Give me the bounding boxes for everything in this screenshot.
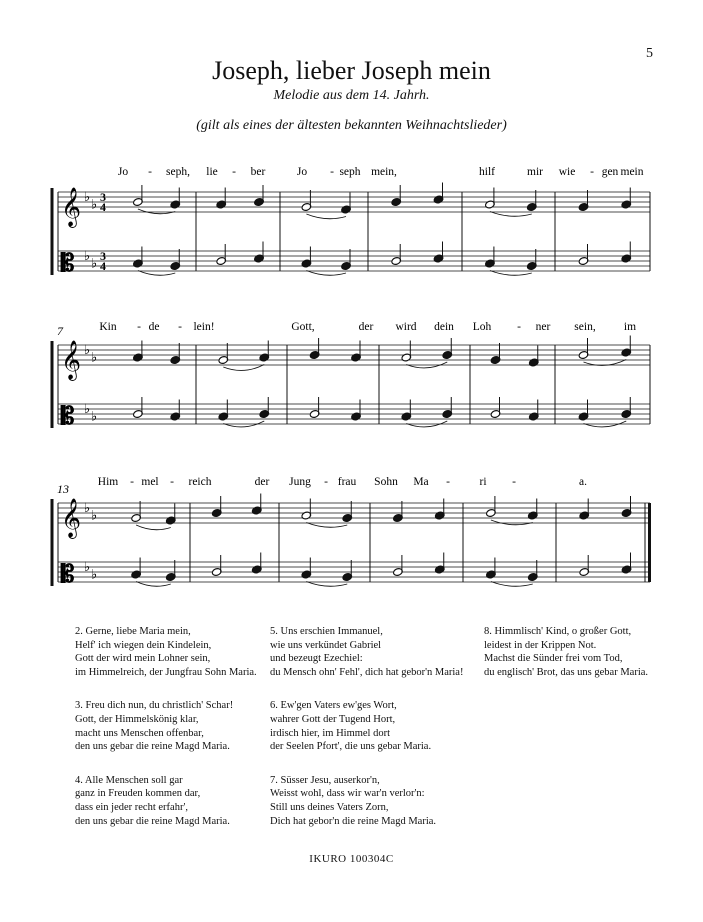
slur bbox=[136, 525, 171, 530]
flat-sign-icon: ♭ bbox=[84, 189, 91, 204]
footer-catalog-number: IKURO 100304C bbox=[309, 853, 394, 865]
alto-clef-icon: 𝄡 bbox=[61, 251, 75, 277]
lyric-syllable: wird bbox=[395, 321, 417, 333]
lyric-syllable: mir bbox=[527, 166, 543, 178]
treble-clef-icon: 𝄞 bbox=[61, 500, 82, 537]
verse-line: 7. Süsser Jesu, auserkor'n, bbox=[270, 774, 380, 786]
lyric-syllable: im bbox=[623, 321, 637, 333]
lyric-syllable: - bbox=[170, 476, 174, 488]
verse-4 bbox=[75, 774, 257, 828]
lyric-syllable: frau bbox=[337, 476, 357, 488]
lyric-syllable: Sohn bbox=[374, 476, 398, 488]
verse-7 bbox=[270, 774, 463, 828]
flat-sign-icon: ♭ bbox=[91, 349, 98, 365]
slur bbox=[491, 520, 533, 525]
lyric-syllable: lein! bbox=[193, 321, 215, 333]
lyric-syllable: mel bbox=[141, 476, 159, 488]
lyrics-layer bbox=[98, 166, 644, 488]
song-title: Joseph, lieber Joseph mein bbox=[212, 56, 491, 85]
staff-system bbox=[52, 482, 651, 588]
verse-line: Weisst wohl, dass wir war'n verlor'n: bbox=[270, 788, 425, 800]
lyric-syllable: Jo bbox=[296, 166, 308, 178]
verse-line: Helf' ich wiegen dein Kindelein, bbox=[75, 639, 212, 651]
lyric-syllable: dein bbox=[434, 321, 454, 333]
song-note: (gilt als eines der ältesten bekannten Weihnachtslieder) bbox=[196, 118, 507, 133]
slur bbox=[138, 209, 175, 214]
lyric-syllable: de bbox=[148, 321, 160, 333]
time-signature-numerator: 3 bbox=[100, 249, 106, 263]
verse-line: macht uns Menschen offenbar, bbox=[75, 727, 204, 739]
alto-clef-icon: 𝄡 bbox=[61, 562, 75, 588]
lyric-syllable: Kin bbox=[99, 321, 117, 333]
lyric-syllable: Gott, bbox=[291, 321, 315, 333]
lyric-syllable: sein, bbox=[574, 321, 596, 333]
verse-line: 5. Uns erschien Immanuel, bbox=[270, 626, 383, 637]
verse-line: du englisch' Brot, das uns gebar Maria. bbox=[484, 666, 649, 678]
verse-line: 2. Gerne, liebe Maria mein, bbox=[75, 626, 191, 637]
verse-3 bbox=[75, 699, 257, 753]
staff-system bbox=[52, 183, 650, 278]
lyric-syllable: wie bbox=[558, 166, 576, 178]
time-signature-numerator: 3 bbox=[100, 190, 106, 204]
staff-system bbox=[52, 324, 650, 430]
lyric-syllable: Him bbox=[97, 476, 119, 488]
verse-line: 8. Himmlisch' Kind, o großer Gott, bbox=[484, 626, 632, 637]
verse-line: wie uns verkündet Gabriel bbox=[270, 639, 382, 651]
verse-line: der Seelen Pfort', die uns gebar Maria. bbox=[270, 741, 432, 753]
flat-sign-icon: ♭ bbox=[84, 559, 91, 574]
flat-sign-icon: ♭ bbox=[84, 248, 91, 263]
verse-line: und bezeugt Ezechiel: bbox=[270, 653, 363, 665]
lyric-syllable: ner bbox=[535, 321, 551, 333]
lyric-syllable: Jo bbox=[117, 166, 129, 178]
verse-line: im Himmelreich, der Jungfrau Sohn Maria. bbox=[75, 666, 257, 678]
lyric-syllable: der bbox=[254, 476, 270, 488]
lyric-syllable: - bbox=[590, 166, 594, 178]
flat-sign-icon: ♭ bbox=[91, 255, 98, 271]
verse-line: du Mensch ohn' Fehl', dich hat gebor'n Maria! bbox=[270, 666, 464, 678]
lyric-syllable: - bbox=[137, 321, 141, 333]
lyric-syllable: - bbox=[512, 476, 516, 488]
verse-8 bbox=[484, 625, 648, 679]
lyric-syllable: - bbox=[446, 476, 450, 488]
treble-clef-icon: 𝄞 bbox=[61, 342, 82, 379]
lyric-syllable: - bbox=[330, 166, 334, 178]
verse-line: Still uns deines Vaters Zorn, bbox=[270, 801, 389, 813]
lyric-syllable: seph bbox=[339, 166, 361, 178]
lyric-syllable: gen bbox=[601, 166, 619, 178]
lyric-syllable: a. bbox=[579, 476, 587, 488]
measure-number: 7 bbox=[57, 324, 63, 338]
lyric-syllable: ber bbox=[250, 166, 266, 178]
verse-column-2 bbox=[270, 625, 463, 848]
verse-line: Gott der wird mein Lohner sein, bbox=[75, 653, 211, 665]
verse-line: dass ein jeder recht erfahr', bbox=[75, 801, 188, 813]
verse-line: den uns gebar die reine Magd Maria. bbox=[75, 815, 230, 827]
verse-column-1 bbox=[75, 625, 257, 848]
verse-5 bbox=[270, 625, 463, 679]
time-signature-denominator: 4 bbox=[100, 259, 106, 273]
verse-line: 4. Alle Menschen soll gar bbox=[75, 774, 183, 786]
measure-number: 13 bbox=[57, 482, 69, 496]
verse-line: Machst die Sünder frei vom Tod, bbox=[484, 653, 623, 665]
lyric-syllable: der bbox=[358, 321, 374, 333]
treble-clef-icon: 𝄞 bbox=[61, 189, 82, 226]
final-barline-thick bbox=[648, 503, 651, 582]
flat-sign-icon: ♭ bbox=[91, 196, 98, 212]
lyric-syllable: - bbox=[178, 321, 182, 333]
slur bbox=[306, 214, 346, 219]
lyric-syllable: Ma bbox=[413, 476, 429, 488]
verse-line: 3. Freu dich nun, du christlich' Schar! bbox=[75, 700, 234, 712]
flat-sign-icon: ♭ bbox=[84, 401, 91, 416]
verse-line: Gott, der Himmelskönig klar, bbox=[75, 713, 199, 725]
lyric-syllable: mein, bbox=[371, 166, 397, 178]
song-subtitle: Melodie aus dem 14. Jahrh. bbox=[273, 88, 430, 103]
lyric-syllable: lie bbox=[206, 166, 218, 178]
verse-line: irdisch hier, im Himmel dort bbox=[270, 727, 391, 739]
flat-sign-icon: ♭ bbox=[91, 566, 98, 582]
flat-sign-icon: ♭ bbox=[91, 507, 98, 523]
lyric-syllable: - bbox=[324, 476, 328, 488]
lyric-syllable: - bbox=[130, 476, 134, 488]
lyric-syllable: - bbox=[148, 166, 152, 178]
time-signature-denominator: 4 bbox=[100, 200, 106, 214]
verse-line: leidest in der Krippen Not. bbox=[484, 639, 597, 651]
verse-line: wahrer Gott der Tugend Hort, bbox=[270, 713, 396, 725]
verse-column-3 bbox=[484, 625, 648, 699]
verse-6 bbox=[270, 699, 463, 753]
lyric-syllable: - bbox=[232, 166, 236, 178]
alto-clef-icon: 𝄡 bbox=[61, 404, 75, 430]
flat-sign-icon: ♭ bbox=[84, 342, 91, 357]
lyric-syllable: - bbox=[517, 321, 521, 333]
lyric-syllable: hilf bbox=[479, 166, 495, 178]
verse-line: den uns gebar die reine Magd Maria. bbox=[75, 741, 230, 753]
lyric-syllable: seph, bbox=[166, 166, 190, 178]
lyric-syllable: mein bbox=[620, 166, 644, 178]
systems-layer bbox=[52, 183, 651, 589]
flat-sign-icon: ♭ bbox=[84, 500, 91, 515]
verse-line: 6. Ew'gen Vaters ew'ges Wort, bbox=[270, 700, 397, 712]
lyric-syllable: Loh bbox=[472, 321, 492, 333]
flat-sign-icon: ♭ bbox=[91, 408, 98, 424]
verse-line: Dich hat gebor'n die reine Magd Maria. bbox=[270, 815, 437, 827]
page-number: 5 bbox=[646, 46, 653, 61]
lyric-syllable: reich bbox=[188, 476, 212, 488]
lyric-syllable: ri bbox=[479, 476, 487, 488]
lyric-syllable: Jung bbox=[289, 476, 311, 488]
verse-2 bbox=[75, 625, 257, 679]
verse-line: ganz in Freuden kommen dar, bbox=[75, 788, 201, 800]
